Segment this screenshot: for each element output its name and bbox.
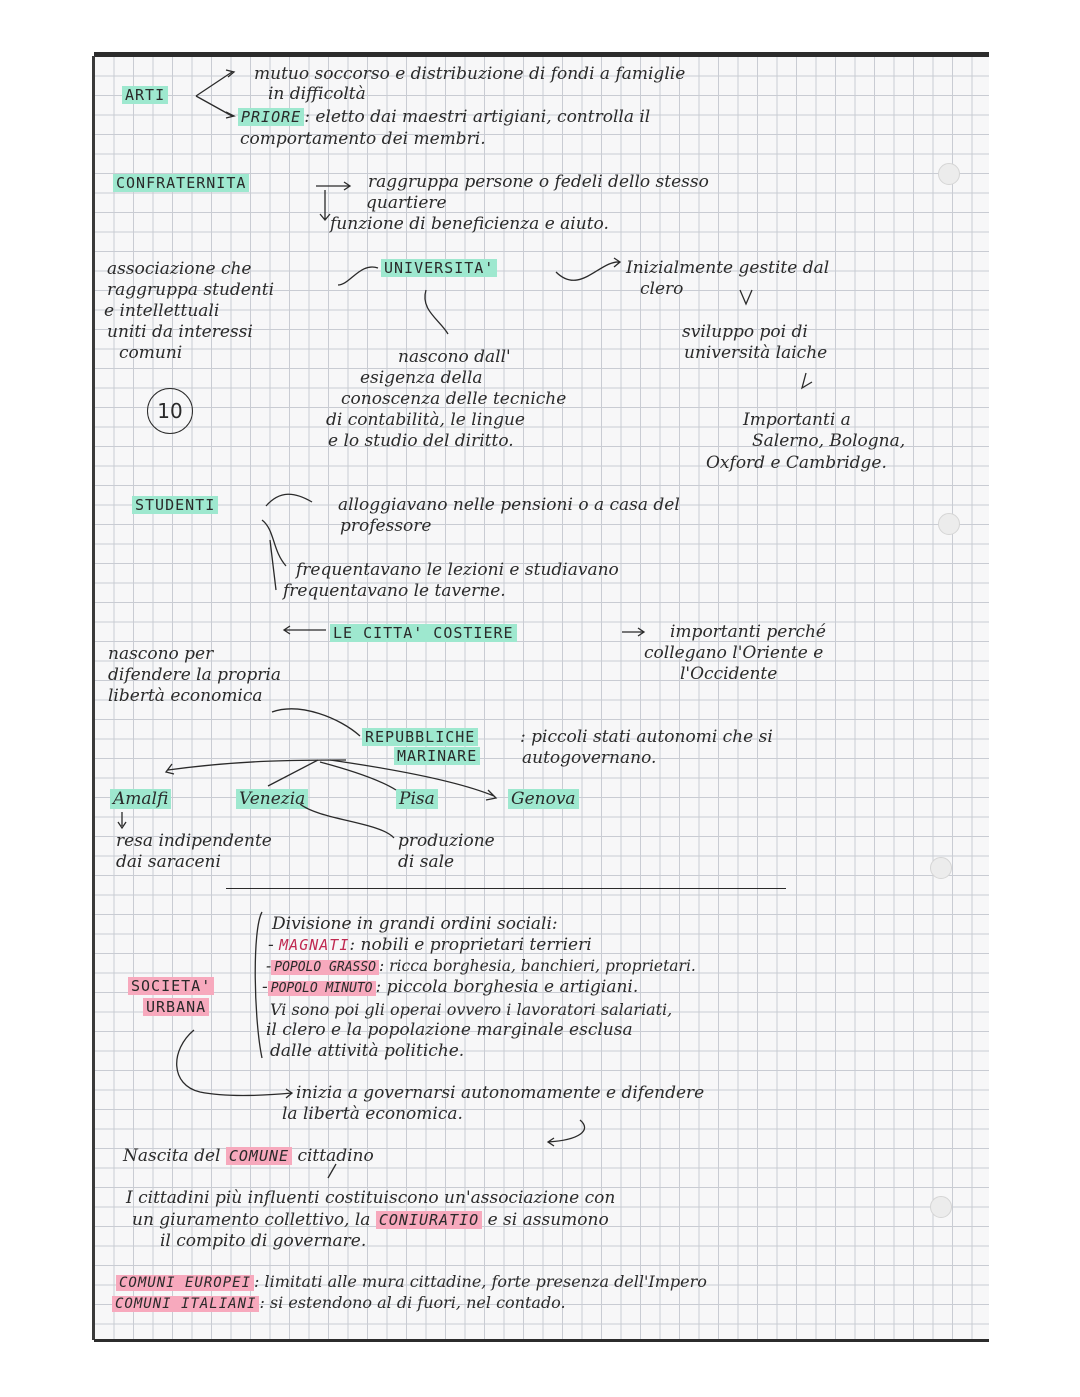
- importanti-1: Importanti a: [743, 410, 851, 430]
- page-edge-bottom: [94, 1339, 989, 1342]
- popolo-minuto-line: - POPOLO MINUTO : piccola borghesia e artigiani.: [262, 977, 639, 997]
- punch-hole: [930, 857, 952, 879]
- amalfi-note1: resa indipendente: [116, 831, 272, 851]
- studenti-line4: frequentavano le taverne.: [283, 581, 506, 601]
- costiere-nascono-1: nascono per: [108, 644, 214, 664]
- city-amalfi: Amalfi: [110, 789, 171, 810]
- studenti-label: STUDENTI: [132, 496, 218, 515]
- costiere-importanti: importanti perché: [670, 622, 826, 642]
- operai-line: Vi sono poi gli operai ovvero i lavoratori salariati,: [270, 1000, 673, 1019]
- costiere-nascono-2: difendere la propria: [108, 665, 281, 685]
- arti-label: ARTI: [122, 86, 168, 105]
- citta-costiere-label: LE CITTA' COSTIERE: [330, 624, 517, 643]
- universita-def-4: uniti da interessi: [107, 322, 253, 342]
- inizia-line2: la libertà economica.: [282, 1104, 463, 1124]
- comune-p3: il compito di governare.: [160, 1231, 367, 1251]
- societa-label: SOCIETA': [128, 977, 214, 996]
- costiere-collegano: collegano l'Oriente e: [644, 643, 824, 663]
- section-divider: [226, 888, 786, 889]
- repubbliche-label: REPUBBLICHE: [362, 728, 478, 747]
- confraternita-line2: quartiere: [366, 193, 447, 213]
- arti-priore-line: PRIORE : eletto dai maestri artigiani, controlla il: [238, 107, 650, 128]
- studenti-line1: alloggiavano nelle pensioni o a casa del: [338, 495, 680, 515]
- comune-p1: I cittadini più influenti costituiscono un'associazione con: [126, 1188, 616, 1208]
- magnati-line: - MAGNATI: nobili e proprietari terrieri: [268, 935, 592, 955]
- comune-label: COMUNE: [226, 1147, 292, 1165]
- confraternita-label: CONFRATERNITA: [113, 174, 249, 193]
- coniuratio-label: CONIURATIO: [376, 1211, 482, 1229]
- city-genova: Genova: [508, 789, 579, 810]
- universita-def-2: raggruppa studenti: [107, 280, 275, 300]
- arti-mutuo-line2: in difficoltà: [268, 84, 366, 104]
- venezia-note2: di sale: [398, 852, 455, 872]
- popolo-grasso-line: - POPOLO GRASSO : ricca borghesia, banchieri, proprietari.: [266, 957, 696, 975]
- clero-line: il clero e la popolazione marginale esclusa: [266, 1020, 633, 1040]
- nascono-5: e lo studio del diritto.: [328, 431, 514, 451]
- urbana-label: URBANA: [143, 998, 209, 1017]
- comune-p2: un giuramento collettivo, la CONIURATIO e si assumono: [132, 1210, 609, 1230]
- universita-def-3: e intellettuali: [104, 301, 220, 321]
- punch-hole: [938, 163, 960, 185]
- costiere-nascono-3: libertà economica: [108, 686, 263, 706]
- universita-sviluppo: sviluppo poi di: [682, 322, 808, 342]
- inizia-line1: inizia a governarsi autonomamente e difendere: [296, 1083, 705, 1103]
- attivita-line: dalle attività politiche.: [270, 1041, 465, 1061]
- arti-mutuo-line1: mutuo soccorso e distribuzione di fondi a famiglie: [254, 64, 686, 84]
- city-venezia: Venezia: [236, 789, 308, 810]
- costiere-occidente: l'Occidente: [680, 664, 778, 684]
- magnati-label: MAGNATI: [279, 936, 350, 954]
- importanti-3: Oxford e Cambridge.: [706, 453, 887, 473]
- nascono-1: nascono dall': [398, 347, 511, 367]
- studenti-line2: professore: [340, 516, 432, 536]
- comuni-europei-label: COMUNI EUROPEI: [116, 1275, 254, 1291]
- popolo-grasso-label: POPOLO GRASSO: [271, 960, 379, 975]
- city-pisa: Pisa: [396, 789, 438, 810]
- studenti-line3: frequentavano le lezioni e studiavano: [296, 560, 619, 580]
- comuni-italiani-label: COMUNI ITALIANI: [112, 1296, 259, 1312]
- page-edge-left: [92, 56, 95, 1340]
- universita-inizialmente: Inizialmente gestite dal: [626, 258, 830, 278]
- comuni-europei-line: COMUNI EUROPEI : limitati alle mura cittadine, forte presenza dell'Impero: [116, 1271, 707, 1293]
- confraternita-line3: funzione di beneficienza e aiuto.: [330, 214, 609, 234]
- arti-priore-line2: comportamento dei membri.: [240, 129, 486, 149]
- universita-laiche: università laiche: [684, 343, 828, 363]
- punch-hole: [938, 513, 960, 535]
- nascono-2: esigenza della: [360, 368, 483, 388]
- priore-label: PRIORE: [238, 108, 304, 126]
- page-edge-top: [94, 52, 989, 57]
- nascita-line: Nascita del COMUNE cittadino: [123, 1146, 374, 1166]
- universita-label: UNIVERSITA': [381, 259, 497, 278]
- venezia-note1: produzione: [398, 831, 495, 851]
- nascono-4: di contabilità, le lingue: [326, 410, 525, 430]
- comuni-italiani-line: COMUNI ITALIANI : si estendono al di fuori, nel contado.: [112, 1292, 566, 1314]
- punch-hole: [930, 1196, 952, 1218]
- universita-def-5: comuni: [119, 343, 183, 363]
- importanti-2: Salerno, Bologna,: [752, 431, 906, 451]
- nascono-3: conoscenza delle tecniche: [341, 389, 567, 409]
- divisione-line: Divisione in grandi ordini sociali:: [272, 914, 558, 934]
- amalfi-note2: dai saraceni: [116, 852, 221, 872]
- confraternita-line1: raggruppa persone o fedeli dello stesso: [368, 172, 709, 192]
- repubbliche-desc2: autogovernano.: [522, 748, 657, 768]
- universita-clero: clero: [640, 279, 684, 299]
- universita-def-1: associazione che: [107, 259, 252, 279]
- repubbliche-desc1: : piccoli stati autonomi che si: [520, 727, 773, 747]
- marinare-label: MARINARE: [394, 747, 480, 766]
- popolo-minuto-label: POPOLO MINUTO: [268, 981, 376, 996]
- page-number: 10: [147, 388, 193, 434]
